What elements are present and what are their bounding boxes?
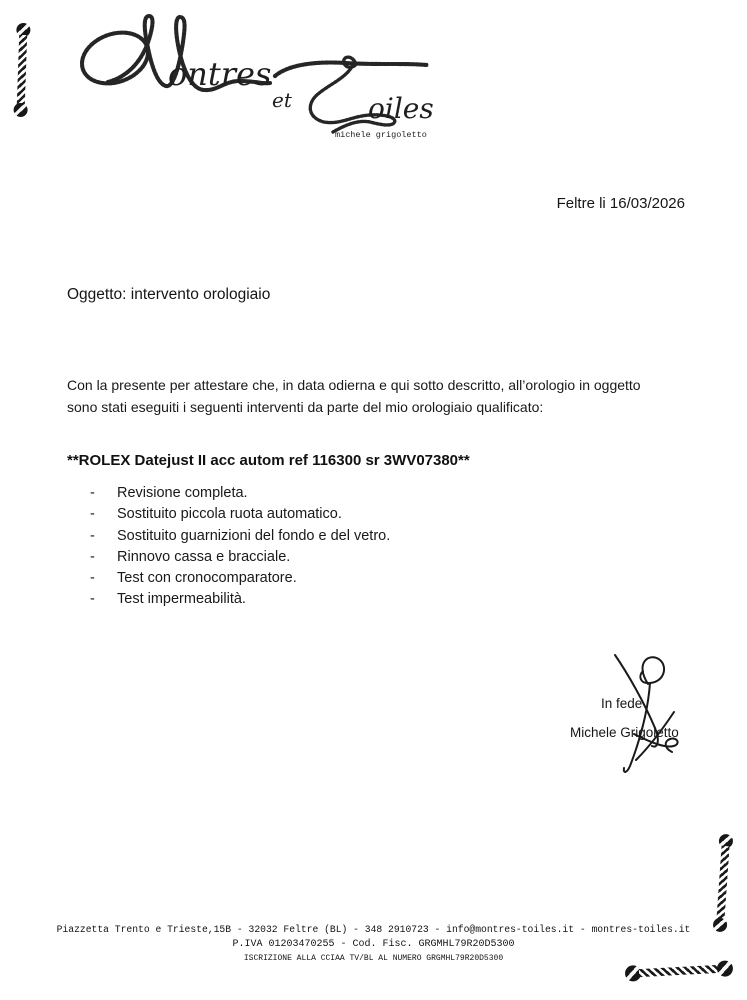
list-item-bullet: - bbox=[90, 506, 95, 523]
date-line: Feltre li 16/03/2026 bbox=[556, 195, 685, 212]
list-item bbox=[90, 504, 390, 525]
list-item-bullet: - bbox=[90, 527, 95, 544]
body-line: sono stati eseguiti i seguenti interventi da parte del mio orologiaio qualificato: bbox=[67, 399, 544, 415]
list-item bbox=[90, 526, 390, 547]
rope-ornament-bottom-right-icon bbox=[713, 834, 734, 933]
list-item-text: Rinnovo cassa e bracciale. bbox=[117, 548, 291, 565]
rope-bar bbox=[639, 965, 719, 977]
list-item bbox=[90, 547, 390, 568]
brand-logo bbox=[56, 6, 461, 151]
footer-vat-line: P.IVA 01203470255 - Cod. Fisc. GRGMHL79R20D5300 bbox=[232, 939, 515, 950]
interventions-list bbox=[90, 483, 390, 611]
list-item bbox=[90, 589, 390, 610]
list-item bbox=[90, 568, 390, 589]
rope-ornament-top-left-icon bbox=[13, 23, 30, 117]
list-item-bullet: - bbox=[90, 570, 95, 587]
closing-line: In fede bbox=[601, 696, 643, 711]
rope-ornament-bottom-edge-icon bbox=[625, 960, 734, 982]
rope-bar bbox=[17, 35, 27, 105]
body-paragraph bbox=[67, 374, 707, 418]
logo-word-toiles-rest: oiles bbox=[368, 92, 434, 125]
footer-address-line: Piazzetta Trento e Trieste,15B - 32032 Feltre (BL) - 348 2910723 - info@montres-toiles.it - montres-toiles.it bbox=[56, 924, 691, 935]
list-item-bullet: - bbox=[90, 591, 95, 608]
subject-line: Oggetto: intervento orologiaio bbox=[67, 286, 271, 303]
rope-knob-icon bbox=[13, 103, 27, 117]
footer-registry-line: ISCRIZIONE ALLA CCIAA TV/BL AL NUMERO GRGMHL79R20D5300 bbox=[243, 954, 504, 963]
logo-word-montres-rest: ontres bbox=[168, 55, 272, 93]
logo-tagline: michele grigoletto bbox=[335, 130, 427, 140]
list-item-bullet: - bbox=[90, 485, 95, 501]
logo-word-et: et bbox=[272, 88, 292, 112]
list-item bbox=[90, 483, 390, 504]
rope-bar bbox=[716, 846, 729, 920]
list-item-text: Test impermeabilità. bbox=[117, 591, 246, 608]
watch-reference-line: **ROLEX Datejust II acc autom ref 116300 sr 3WV07380** bbox=[67, 452, 470, 469]
body-line: Con la presente per attestare che, in data odierna e qui sotto descritto, all’orologio in oggetto bbox=[67, 377, 641, 393]
signature-scribble-icon bbox=[588, 650, 688, 778]
signatory-name: Michele Grigoletto bbox=[570, 725, 679, 740]
list-item-text: Revisione completa. bbox=[117, 485, 248, 501]
list-item-text: Sostituito guarnizioni del fondo e del vetro. bbox=[117, 527, 391, 544]
list-item-text: Test con cronocomparatore. bbox=[117, 570, 297, 587]
list-item-text: Sostituito piccola ruota automatico. bbox=[117, 506, 342, 523]
list-item-bullet: - bbox=[90, 548, 95, 565]
